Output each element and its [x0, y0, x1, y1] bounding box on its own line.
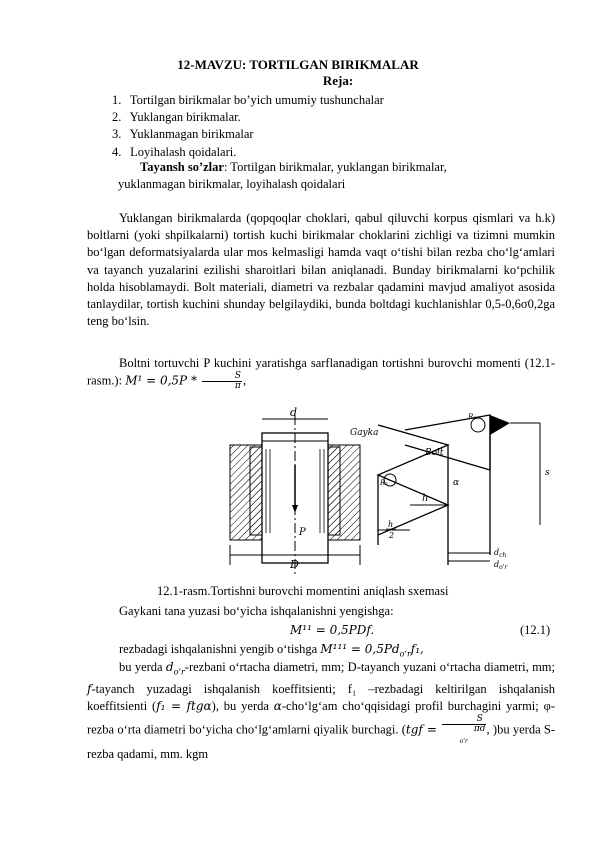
- label-h: h: [422, 493, 429, 504]
- figure-caption: 12.1-rasm.Tortishni burovchi momentini aniqlash sxemasi: [157, 584, 449, 598]
- label-h2-den: 2: [389, 531, 395, 540]
- paragraph-3: bu yerda $d_{o‘r}$-rezbani o‘rtacha diametri, mm; D-tayanch yuzani o‘rtacha diametri, mm; f-tayanch yuzadagi ishqalanish koeffitsienti; f₁ –rezbadagi keltirilgan ishqalanish koeffitsienti (f₁ = ftgα), bu yerda α-cho‘lg‘am cho‘qqisidagi profil burchagini yarmi; φ-rezba o‘rta diametri bo‘yicha cho‘lg‘amlarni qiyalik burchagi. (tgf = S πd $_{o'r}$ , )bu yerda S-rezba qadami, mm. kgm: [87, 660, 556, 761]
- gayka-line: Gaykani tana yuzasi bo‘yicha ishqalanishni yengishga:: [119, 604, 394, 618]
- label-h2-num: h: [388, 520, 394, 529]
- keywords-line-2: yuklanmagan birikmalar, loyihalash qoidalari: [118, 177, 346, 191]
- label-dor: $d_{o'r}$: [494, 560, 508, 571]
- fraction: $\frac{S}{\pi}$: [202, 372, 242, 391]
- label-bolt: Bolt: [425, 448, 444, 458]
- formula-torque: M¹ = 0,5P *: [125, 373, 201, 388]
- paragraph-1: Yuklangan birikmalarda (qopqoqlar choklari, qabul qiluvchi korpus qismlari va h.k) boltlarni (yoki shpilkalarni) tortish kuchi birikmalar choklarini zichligi va tizimni mumkin bo‘lgan deformatsiyalarda ular mos kelmasligi hamda vaqt o‘tishi bilan rezba cho‘lg‘amlari va tayanch yuzalarini ezilishi sharoitlari bilan aniqlanadi. Bunday birikmalarni ko‘pchilik holda hisoblamaydi. Bolt materiali, diametri va rezbalar qadamini mavjud amaliyot asosida tanlaydilar, tortish kuchini shunday belgilaydiki, bunda boltdagi kuchlanishlar 0,5-0,6σ0,2ga teng bo‘lsin.: [87, 211, 555, 329]
- equation-number: (12.1): [520, 623, 551, 637]
- label-dch: $d_{ch}$: [494, 548, 507, 559]
- rezba-line: rezbadagi ishqalanishni yengib o‘tishga $M^{111} = 0,5Pd_{o‘r}f_1$,: [119, 642, 424, 659]
- list-item: 1. Tortilgan birikmalar bo’yich umumiy tushunchalar: [112, 93, 384, 107]
- label-alpha: α: [453, 478, 460, 488]
- page-title: 12-MAVZU: TORTILGAN BIRIKMALAR: [177, 57, 419, 72]
- label-s: s: [545, 468, 550, 478]
- list-item: 2. Yuklangan birikmalar.: [112, 110, 241, 125]
- paragraph-2: Boltni tortuvchi P kuchini yaratishga sarflanadigan tortishni burovchi momenti (12.1-rasm.): M¹ = 0,5P * $\frac{S}{\pi}$ ,: [87, 356, 555, 392]
- keywords-line: Tayansh so’zlar: Tortilgan birikmalar, yuklangan birikmalar,: [140, 160, 447, 174]
- label-D: D: [290, 558, 299, 571]
- list-item: 4. Loyihalash qoidalari.: [112, 144, 237, 159]
- keywords-label: Tayansh so’zlar: [140, 160, 224, 174]
- list-item: 3. Yuklanmagan birikmalar: [112, 127, 254, 142]
- plan-list: [112, 92, 384, 161]
- label-d: d: [290, 406, 298, 419]
- label-r2: R₂: [380, 479, 389, 487]
- plan-label: Reja:: [322, 73, 354, 88]
- bolt-diagram: [210, 405, 560, 577]
- formula-2: M¹¹ = 0,5PDf.: [290, 623, 375, 637]
- label-r1: R₁: [468, 413, 477, 421]
- label-gayka: Gayka: [350, 428, 379, 438]
- label-p: P: [299, 527, 306, 538]
